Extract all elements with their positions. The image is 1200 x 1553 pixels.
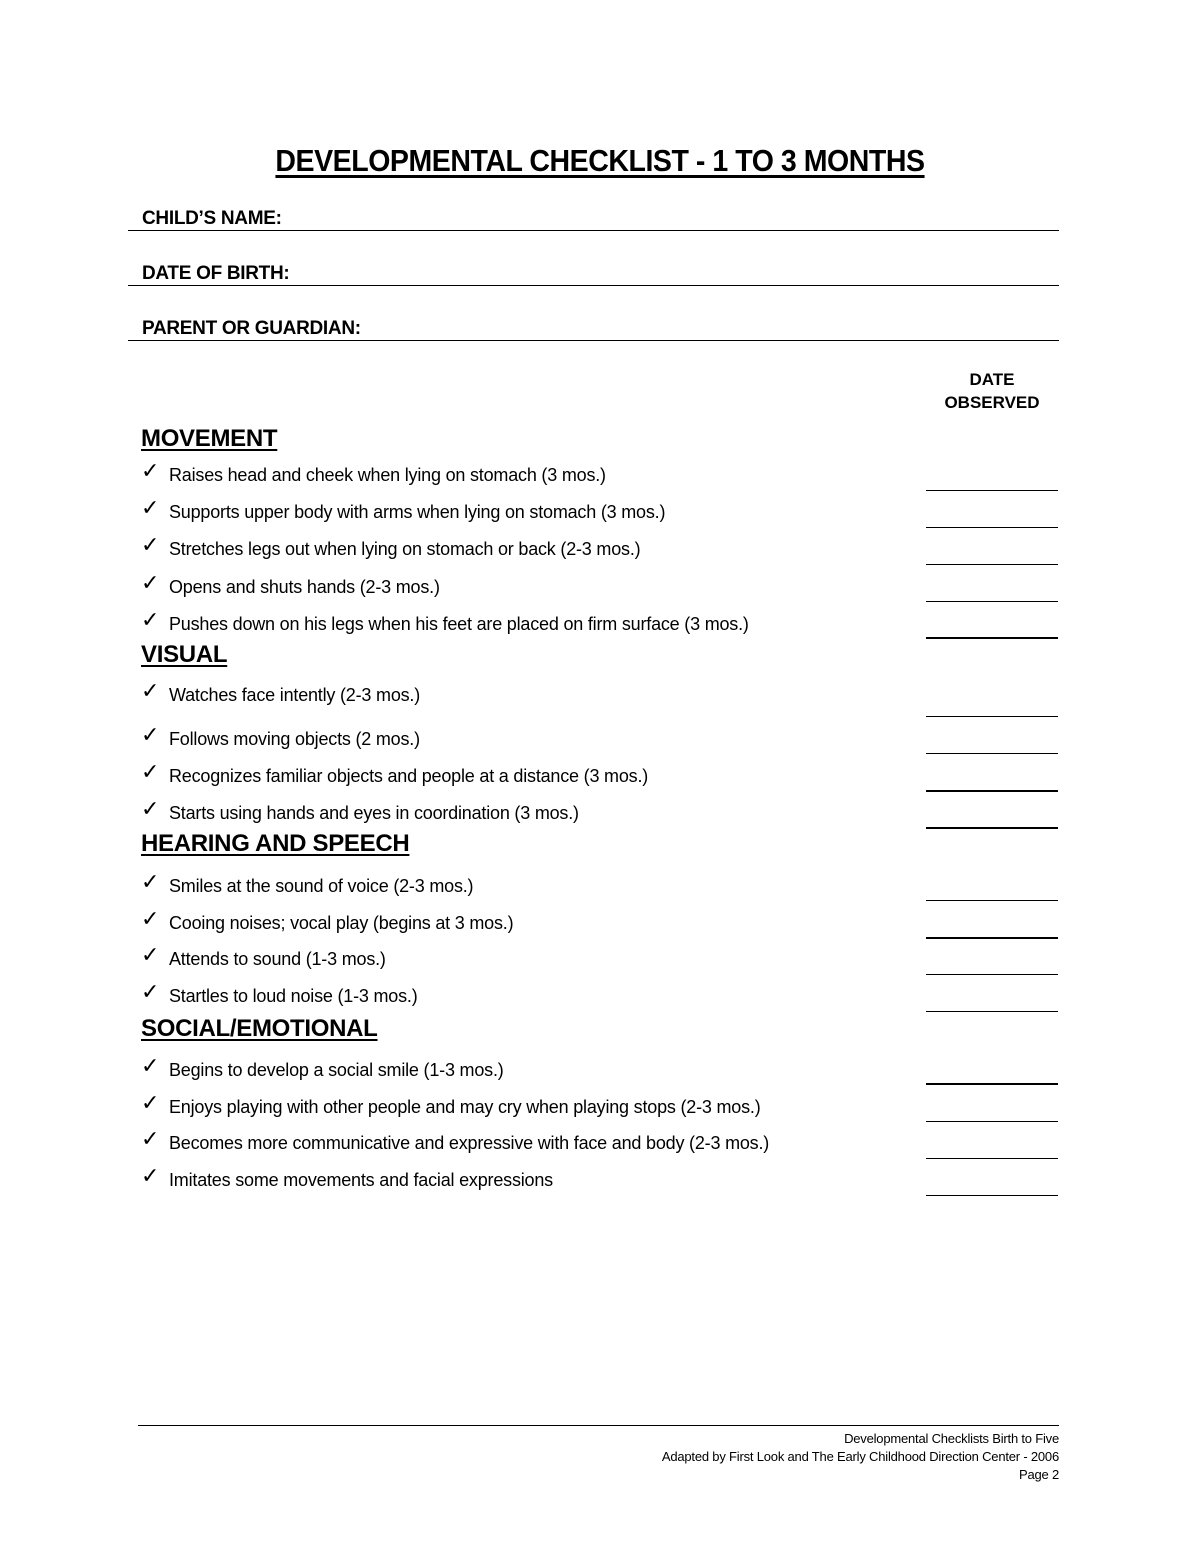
item-text: Watches face intently (2-3 mos.) [169,685,421,705]
checkmark-icon: ✓ [141,678,160,703]
checklist-item [141,871,921,897]
footer-credit: Adapted by First Look and The Early Childhood Direction Center - 2006 [661,1449,1059,1464]
child-name-field[interactable] [128,190,1059,231]
date-observed-line[interactable] [926,716,1058,717]
date-observed-header [926,368,1058,414]
date-of-birth-label: DATE OF BIRTH: [142,263,290,284]
section-heading-visual: VISUAL [141,641,228,668]
item-text: Smiles at the sound of voice (2-3 mos.) [169,876,474,896]
checklist-item [141,761,921,787]
date-observed-line[interactable] [926,601,1058,602]
parent-guardian-field[interactable] [128,300,1059,341]
checkmark-icon: ✓ [141,495,160,520]
checkmark-icon: ✓ [141,532,160,557]
checkmark-icon: ✓ [141,1090,160,1115]
checklist-item [141,609,921,635]
checklist-item [141,680,921,706]
date-observed-line[interactable] [926,490,1058,491]
date-observed-line[interactable] [926,790,1058,792]
date-observed-line[interactable] [926,1195,1058,1196]
parent-guardian-label: PARENT OR GUARDIAN: [142,318,361,339]
date-of-birth-field[interactable] [128,245,1059,286]
checklist-item [141,1128,921,1154]
checkmark-icon: ✓ [141,869,160,894]
checkmark-icon: ✓ [141,796,160,821]
checklist-item [141,460,921,486]
date-observed-line[interactable] [926,637,1058,639]
child-name-label: CHILD’S NAME: [142,208,282,229]
checklist-item [141,534,921,560]
checkmark-icon: ✓ [141,1163,160,1188]
item-text: Stretches legs out when lying on stomach or back (2-3 mos.) [169,539,641,559]
checklist-item [141,497,921,523]
date-observed-line[interactable] [926,753,1058,754]
section-heading-hearing-speech: HEARING AND SPEECH [141,830,410,857]
checkmark-icon: ✓ [141,942,160,967]
item-text: Startles to loud noise (1-3 mos.) [169,986,418,1006]
checklist-item [141,944,921,970]
date-observed-line[interactable] [926,1121,1058,1122]
checkmark-icon: ✓ [141,607,160,632]
item-text: Starts using hands and eyes in coordination (3 mos.) [169,803,579,823]
item-text: Becomes more communicative and expressive with face and body (2-3 mos.) [169,1133,770,1153]
section-heading-social-emotional: SOCIAL/EMOTIONAL [141,1015,378,1042]
date-header-line2: OBSERVED [944,393,1040,412]
date-observed-line[interactable] [926,900,1058,901]
checklist-item [141,981,921,1007]
checkmark-icon: ✓ [141,570,160,595]
item-text: Cooing noises; vocal play (begins at 3 mos.) [169,913,514,933]
checkmark-icon: ✓ [141,1126,160,1151]
date-observed-line[interactable] [926,974,1058,975]
item-text: Opens and shuts hands (2-3 mos.) [169,577,440,597]
checkmark-icon: ✓ [141,458,160,483]
date-header-line1: DATE [969,370,1015,389]
item-text: Raises head and cheek when lying on stomach (3 mos.) [169,465,606,485]
checklist-item [141,1092,921,1118]
item-text: Enjoys playing with other people and may cry when playing stops (2-3 mos.) [169,1097,761,1117]
date-observed-line[interactable] [926,827,1058,829]
checkmark-icon: ✓ [141,1053,160,1078]
checklist-item [141,724,921,750]
item-text: Recognizes familiar objects and people at a distance (3 mos.) [169,766,649,786]
date-observed-line[interactable] [926,1011,1058,1012]
item-text: Imitates some movements and facial expressions [169,1170,553,1190]
date-observed-line[interactable] [926,564,1058,565]
checkmark-icon: ✓ [141,979,160,1004]
footer [662,1430,1059,1484]
checkmark-icon: ✓ [141,906,160,931]
date-observed-line[interactable] [926,1083,1058,1085]
footer-divider [138,1425,1059,1426]
checklist-item [141,798,921,824]
checkmark-icon: ✓ [141,722,160,747]
section-heading-movement: MOVEMENT [141,425,278,452]
checklist-item [141,1055,921,1081]
item-text: Follows moving objects (2 mos.) [169,729,420,749]
checklist-item [141,572,921,598]
page-number: Page 2 [1018,1467,1059,1482]
date-observed-line[interactable] [926,937,1058,939]
checklist-item [141,908,921,934]
checklist-item [141,1165,921,1191]
item-text: Begins to develop a social smile (1-3 mos.) [169,1060,504,1080]
footer-title: Developmental Checklists Birth to Five [844,1431,1059,1446]
date-observed-line[interactable] [926,527,1058,528]
item-text: Pushes down on his legs when his feet are placed on firm surface (3 mos.) [169,614,749,634]
checkmark-icon: ✓ [141,759,160,784]
item-text: Supports upper body with arms when lying on stomach (3 mos.) [169,502,666,522]
date-observed-line[interactable] [926,1158,1058,1159]
page-title: DEVELOPMENTAL CHECKLIST - 1 TO 3 MONTHS [275,143,925,178]
item-text: Attends to sound (1-3 mos.) [169,949,386,969]
